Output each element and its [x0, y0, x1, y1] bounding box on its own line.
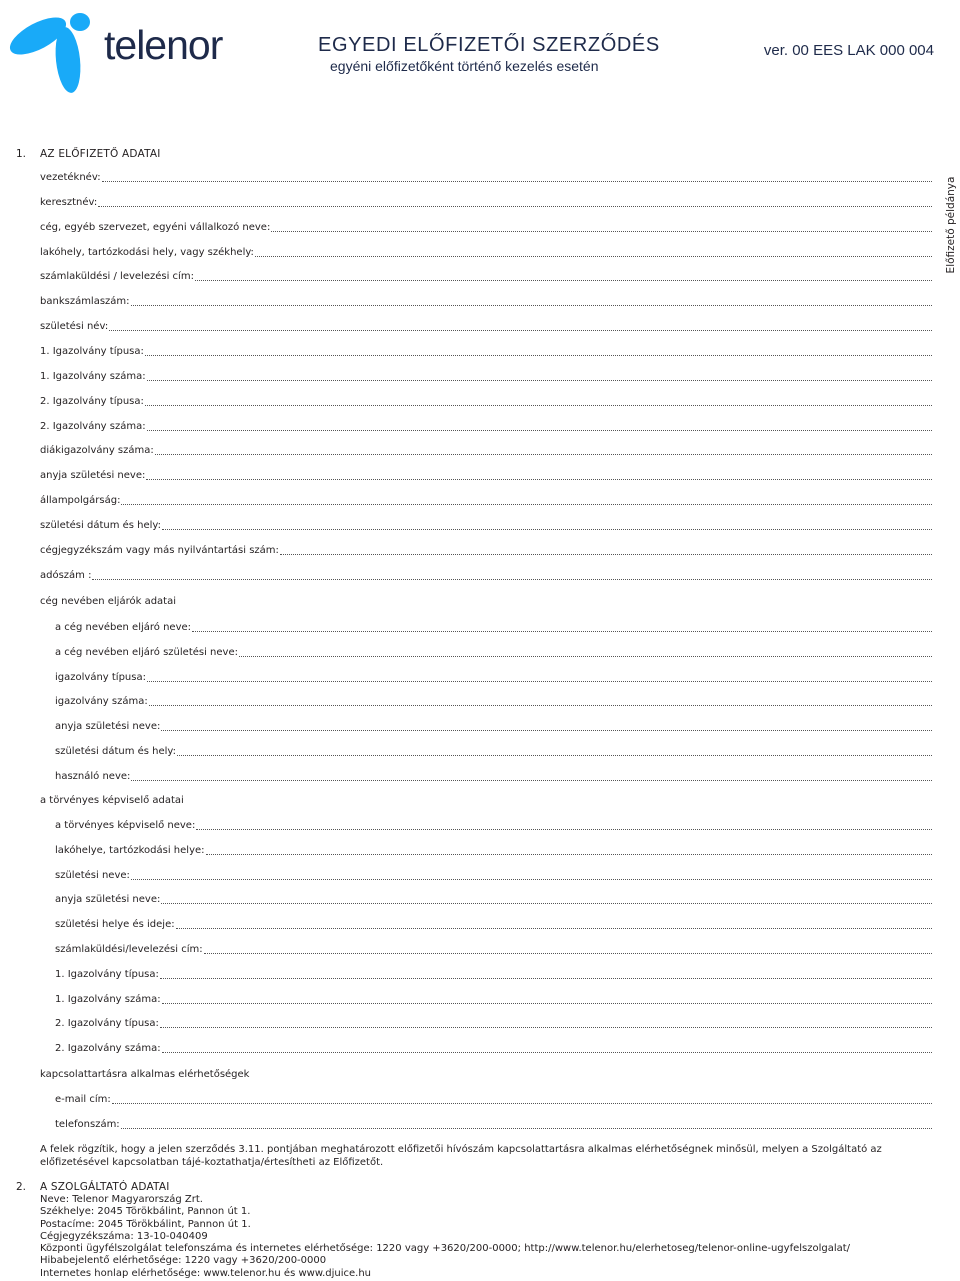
- form-field-label: lakóhelye, tartózkodási helye:: [55, 844, 205, 856]
- form-field[interactable]: [55, 994, 932, 1006]
- section1-title: AZ ELŐFIZETŐ ADATAI: [40, 148, 161, 160]
- form-field[interactable]: [55, 771, 932, 783]
- form-field[interactable]: [55, 1018, 932, 1030]
- section1-number: 1.: [16, 148, 27, 160]
- form-field-fill-line[interactable]: [145, 404, 932, 406]
- form-field-label: diákigazolvány száma:: [40, 445, 154, 457]
- form-field-label: anyja születési neve:: [40, 470, 146, 482]
- form-field[interactable]: [40, 222, 932, 234]
- form-field-fill-line[interactable]: [271, 230, 932, 232]
- form-field[interactable]: [55, 845, 932, 857]
- form-field-fill-line[interactable]: [102, 180, 932, 182]
- form-field-label: 2. Igazolvány száma:: [55, 1043, 161, 1055]
- form-field[interactable]: [40, 396, 932, 408]
- form-field-fill-line[interactable]: [160, 977, 932, 979]
- form-field-label: használó neve:: [55, 770, 131, 782]
- form-field-label: adószám :: [40, 569, 92, 581]
- form-field-fill-line[interactable]: [147, 680, 932, 682]
- section2-number: 2.: [16, 1181, 27, 1193]
- telenor-propeller-icon: [6, 4, 104, 96]
- form-field-label: 1. Igazolvány száma:: [55, 993, 161, 1005]
- form-field-fill-line[interactable]: [131, 779, 932, 781]
- form-field-label: számlaküldési/levelezési cím:: [55, 944, 203, 955]
- form-field[interactable]: [55, 919, 932, 931]
- form-field[interactable]: [55, 1043, 932, 1055]
- form-field[interactable]: [40, 470, 932, 482]
- form-field[interactable]: [55, 820, 932, 832]
- form-field-fill-line[interactable]: [146, 478, 932, 480]
- form-field-label: igazolvány száma:: [55, 696, 148, 708]
- page-subtitle: egyéni előfizetőként történő kezelés esetén: [330, 58, 599, 74]
- section2-title: A SZOLGÁLTATÓ ADATAI: [40, 1181, 170, 1193]
- form-field-fill-line[interactable]: [255, 255, 932, 257]
- form-field-label: születési helye és ideje:: [55, 919, 175, 931]
- form-field[interactable]: [55, 721, 932, 733]
- form-field-label: anyja születési neve:: [55, 894, 161, 906]
- form-field-fill-line[interactable]: [239, 655, 932, 657]
- form-field-label: keresztnév:: [40, 196, 98, 208]
- form-field-label: lakóhely, tartózkodási hely, vagy székhely:: [40, 246, 254, 258]
- provider-fault-reporting: Hibabejelentő elérhetősége: 1220 vagy +3620/200-0000: [40, 1255, 327, 1267]
- form-field-fill-line[interactable]: [121, 503, 932, 505]
- form-field-fill-line[interactable]: [147, 379, 932, 381]
- form-field-fill-line[interactable]: [196, 828, 932, 830]
- telenor-logo: [6, 4, 223, 94]
- form-field-fill-line[interactable]: [121, 1127, 932, 1129]
- form-field[interactable]: [55, 746, 932, 758]
- form-field-fill-line[interactable]: [112, 1102, 932, 1104]
- form-field-label: születési dátum és hely:: [40, 519, 161, 531]
- form-field-label: a cég nevében eljáró születési neve:: [55, 646, 238, 658]
- form-field-label: a cég nevében eljáró neve:: [55, 622, 192, 633]
- form-field-label: igazolvány típusa:: [55, 671, 146, 683]
- contact-note: A felek rögzítik, hogy a jelen szerződés 3.11. pontjában meghatározott előfizetői hívószám kapcsolattartásra alkalmas elérhetőségnek minősül, melyen a Szolgáltató az előfizetésével kapcsolatban tájé-koztathatja/értesítheti az Előfizetőt.: [40, 1144, 882, 1168]
- provider-website: Internetes honlap elérhetősége: www.telenor.hu és www.djuice.hu: [40, 1267, 372, 1279]
- form-field-fill-line[interactable]: [131, 878, 932, 880]
- form-field-fill-line[interactable]: [162, 1051, 932, 1053]
- version-label: ver. 00 EES LAK 000 004: [763, 42, 934, 59]
- brand-wordmark: telenor: [104, 22, 223, 68]
- form-field[interactable]: [40, 346, 932, 358]
- form-field[interactable]: [40, 545, 932, 557]
- form-field-fill-line[interactable]: [192, 630, 932, 632]
- form-field[interactable]: [55, 870, 932, 882]
- form-field-fill-line[interactable]: [206, 853, 932, 855]
- form-field-label: 2. Igazolvány típusa:: [40, 395, 144, 407]
- form-field-label: állampolgárság:: [40, 495, 121, 507]
- form-field[interactable]: [55, 672, 932, 684]
- form-field[interactable]: [40, 247, 932, 259]
- form-field[interactable]: [55, 1119, 932, 1131]
- form-field-label: 1. Igazolvány típusa:: [40, 345, 144, 357]
- form-field-fill-line[interactable]: [149, 704, 932, 706]
- form-field-fill-line[interactable]: [147, 429, 932, 431]
- form-field[interactable]: [55, 894, 932, 906]
- form-field-fill-line[interactable]: [162, 528, 932, 530]
- form-field-fill-line[interactable]: [160, 1026, 932, 1028]
- form-field-fill-line[interactable]: [131, 304, 932, 306]
- form-field-fill-line[interactable]: [161, 902, 932, 904]
- form-field-label: anyja születési neve:: [55, 721, 161, 733]
- form-field[interactable]: [40, 172, 932, 184]
- provider-registry-number: Cégjegyzékszáma: 13-10-040409: [40, 1230, 208, 1242]
- form-field[interactable]: [40, 321, 932, 333]
- form-field-fill-line[interactable]: [109, 329, 932, 331]
- form-field-label: születési név:: [40, 321, 109, 333]
- form-field-fill-line[interactable]: [161, 729, 932, 731]
- form-field-fill-line[interactable]: [155, 453, 932, 455]
- form-field[interactable]: [40, 271, 932, 283]
- form-field[interactable]: [40, 445, 932, 457]
- form-field[interactable]: [40, 495, 932, 507]
- form-field-fill-line[interactable]: [280, 553, 932, 555]
- form-field-fill-line[interactable]: [176, 927, 932, 929]
- form-field-fill-line[interactable]: [177, 754, 932, 756]
- form-field[interactable]: [55, 1094, 932, 1106]
- form-field-label: születési dátum és hely:: [55, 746, 176, 757]
- form-field-label: telefonszám:: [55, 1118, 120, 1130]
- provider-postal-address: Postacíme: 2045 Törökbálint, Pannon út 1.: [40, 1218, 251, 1230]
- form-field-label: számlaküldési / levelezési cím:: [40, 271, 194, 283]
- form-field-label: a törvényes képviselő neve:: [55, 820, 196, 831]
- form-field-fill-line[interactable]: [92, 578, 932, 580]
- copy-label: Előfizető példánya: [945, 176, 957, 274]
- form-field-label: 1. Igazolvány száma:: [40, 370, 146, 382]
- form-field-fill-line[interactable]: [204, 952, 932, 954]
- form-field-label: bankszámlaszám:: [40, 296, 130, 308]
- form-field-label: vezetéknév:: [40, 172, 101, 183]
- provider-name: Neve: Telenor Magyarország Zrt.: [40, 1194, 203, 1205]
- form-field-label: cégjegyzékszám vagy más nyilvántartási szám:: [40, 544, 279, 556]
- company-heading: cég nevében eljárók adatai: [40, 596, 177, 607]
- form-field[interactable]: [55, 696, 932, 708]
- provider-details: [40, 1194, 850, 1280]
- form-field[interactable]: [55, 622, 932, 634]
- form-field[interactable]: [55, 944, 932, 956]
- form-field-label: 1. Igazolvány típusa:: [55, 968, 159, 980]
- form-field[interactable]: [40, 296, 932, 308]
- page-title: EGYEDI ELŐFIZETŐI SZERZŐDÉS: [318, 34, 660, 56]
- form-field-fill-line[interactable]: [162, 1002, 932, 1004]
- form-field-fill-line[interactable]: [145, 354, 932, 356]
- form-field-label: születési neve:: [55, 869, 130, 881]
- provider-seat: Székhelye: 2045 Törökbálint, Pannon út 1.: [40, 1206, 251, 1218]
- form-field[interactable]: [40, 570, 932, 582]
- form-field-label: 2. Igazolvány száma:: [40, 420, 146, 432]
- form-field[interactable]: [40, 197, 932, 209]
- form-field[interactable]: [55, 969, 932, 981]
- form-field[interactable]: [40, 371, 932, 383]
- provider-customer-service: Központi ügyfélszolgálat telefonszáma és internetes elérhetősége: 1220 vagy +3620/200-0000; http://www.telenor.hu/elerhetoseg/telenor-online-ugyfelszolgalat/: [40, 1243, 851, 1255]
- form-field[interactable]: [40, 421, 932, 433]
- form-field-fill-line[interactable]: [195, 279, 932, 281]
- form-field[interactable]: [55, 647, 932, 659]
- contact-heading: kapcsolattartásra alkalmas elérhetőségek: [40, 1069, 250, 1080]
- form-field[interactable]: [40, 520, 932, 532]
- form-field-fill-line[interactable]: [98, 205, 932, 207]
- form-field-label: e-mail cím:: [55, 1094, 111, 1105]
- legal-representative-heading: a törvényes képviselő adatai: [40, 795, 184, 806]
- form-field-label: cég, egyéb szervezet, egyéni vállalkozó neve:: [40, 221, 271, 233]
- form-field-label: 2. Igazolvány típusa:: [55, 1018, 159, 1030]
